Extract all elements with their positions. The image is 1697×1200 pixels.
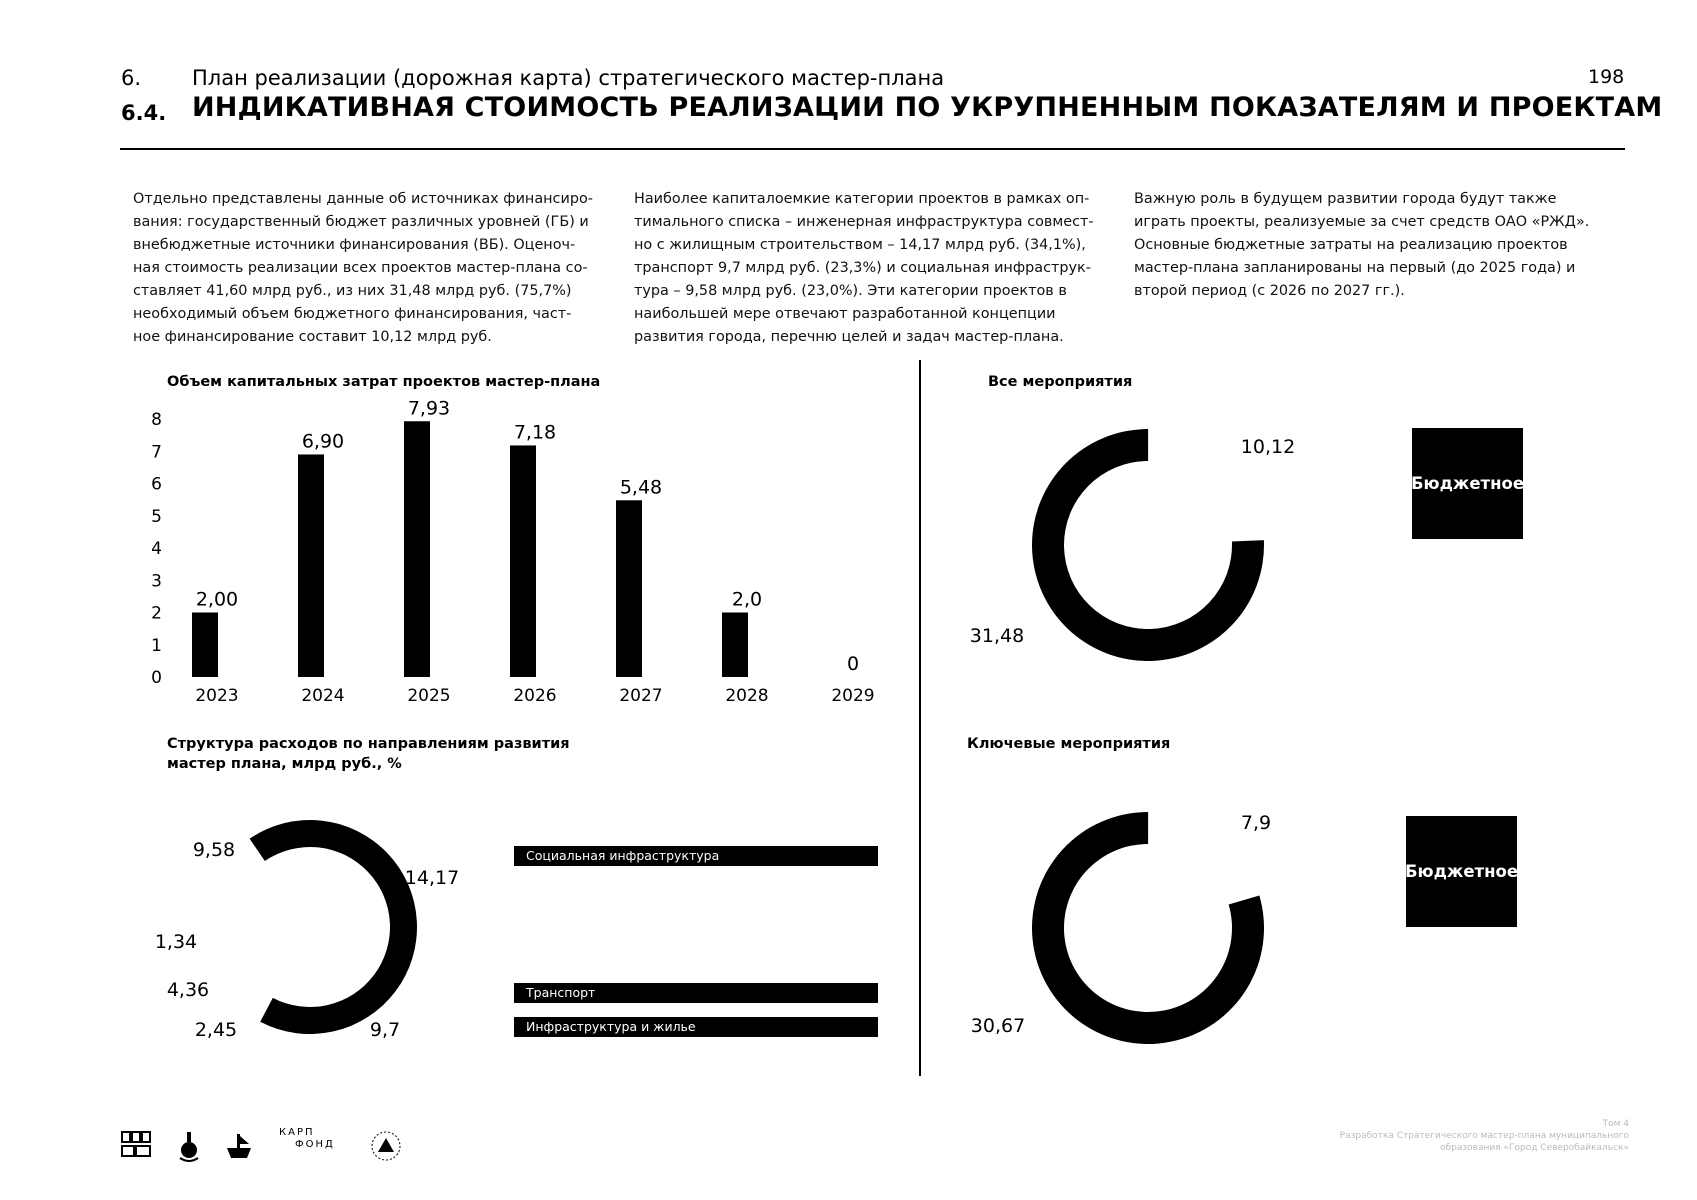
structure-chart-title: Структура расходов по направлениям развития мастер плана, млрд руб., %: [167, 736, 570, 772]
legend-infrastructure-housing: Инфраструктура и жилье: [514, 1017, 878, 1037]
donut-value-label: 14,17: [404, 867, 460, 889]
text-line: второй период (с 2026 по 2027 гг.).: [1134, 283, 1405, 299]
y-tick-label: 2: [151, 603, 162, 624]
fond-text: ФОНД: [295, 1139, 335, 1150]
section-number: 6.: [121, 66, 142, 90]
text-line: мастер-плана запланированы на первый (до 2025 года) и: [1134, 260, 1576, 276]
bar-value-label: 0: [846, 653, 860, 675]
donut-value-label: 1,34: [154, 931, 198, 953]
text-line: транспорт 9,7 млрд руб. (23,3%) и социальная инфраструк-: [634, 260, 1091, 276]
bar-value-label: 6,90: [301, 430, 345, 453]
text-line: ставляет 41,60 млрд руб., из них 31,48 млрд руб. (75,7%): [133, 283, 572, 299]
all-activities-donut: [960, 420, 1360, 710]
paragraph-col3: [1134, 188, 1634, 303]
all-activities-title: Все мероприятия: [988, 374, 1133, 390]
x-tick-label: 2023: [195, 686, 239, 706]
bar: [722, 613, 748, 678]
ship-emblem-logo: [225, 1130, 253, 1166]
legend-budget-key: Бюджетное: [1406, 816, 1517, 927]
key-activities-title: Ключевые мероприятия: [967, 736, 1171, 752]
text-line: тимального списка – инженерная инфраструктура совмест-: [634, 214, 1094, 230]
x-tick-label: 2029: [831, 686, 875, 706]
page-title: ИНДИКАТИВНАЯ СТОИМОСТЬ РЕАЛИЗАЦИИ ПО УКРУПНЕННЫМ ПОКАЗАТЕЛЯМ И ПРОЕКТАМ: [192, 92, 1663, 123]
city-crest-logo: [370, 1130, 402, 1166]
donut-segment: [1032, 812, 1264, 1044]
bar-value-label: 7,18: [513, 421, 557, 444]
bar-value-label: 7,93: [407, 397, 451, 420]
y-tick-label: 4: [151, 539, 162, 559]
text-line: тура – 9,58 млрд руб. (23,0%). Эти категории проектов в: [634, 283, 1067, 299]
text-line: Отдельно представлены данные об источниках финансиро-: [133, 191, 593, 207]
text-line: Основные бюджетные затраты на реализацию проектов: [1134, 237, 1568, 253]
x-tick-label: 2027: [619, 686, 663, 706]
donut-value-label: 10,12: [1240, 436, 1296, 458]
emblem-logo: [178, 1130, 200, 1166]
x-tick-label: 2028: [725, 686, 769, 706]
legend-budget-all: Бюджетное: [1412, 428, 1523, 539]
donut-value-label: 7,9: [1240, 812, 1272, 834]
x-tick-label: 2024: [301, 686, 345, 706]
text-line: наибольшей мере отвечают разработанной концепции: [634, 306, 1056, 322]
structure-donut: [140, 810, 480, 1070]
donut-value-label: 9,58: [192, 839, 236, 861]
donut-value-label: 31,48: [969, 625, 1025, 647]
paragraph-col2: [634, 188, 1124, 349]
page-number: 198: [1588, 66, 1625, 88]
bar: [616, 500, 642, 677]
karp-text: КАРП: [279, 1127, 315, 1138]
text-line: Наиболее капиталоемкие категории проектов в рамках оп-: [634, 191, 1090, 207]
footer-note-line: Разработка Стратегического мастер-плана муниципального: [1339, 1131, 1629, 1141]
section-title: План реализации (дорожная карта) стратегического мастер-плана: [192, 66, 945, 90]
text-line: развития города, перечню целей и задач мастер-плана.: [634, 329, 1064, 345]
subsection-number: 6.4.: [121, 101, 167, 125]
karp-fond-logo: [279, 1127, 335, 1151]
bar-chart-title: Объем капитальных затрат проектов мастер-плана: [167, 374, 601, 390]
donut-value-label: 4,36: [166, 979, 210, 1001]
bar: [510, 445, 536, 677]
text-line: необходимый объем бюджетного финансирования, част-: [133, 306, 572, 322]
key-activities-donut: [960, 800, 1360, 1070]
vertical-divider: [919, 360, 921, 1076]
donut-segment: [1032, 429, 1264, 661]
y-tick-label: 3: [151, 571, 162, 592]
x-tick-label: 2025: [407, 686, 451, 706]
bar-chart: [140, 395, 900, 715]
text-line: ная стоимость реализации всех проектов мастер-плана со-: [133, 260, 588, 276]
legend-social-infrastructure: Социальная инфраструктура: [514, 846, 878, 866]
text-line: Важную роль в будущем развитии города будут также: [1134, 191, 1557, 207]
donut-value-label: 9,7: [369, 1019, 401, 1041]
text-line: ное финансирование составит 10,12 млрд руб.: [133, 329, 492, 345]
y-tick-label: 1: [151, 635, 162, 656]
text-line: играть проекты, реализуемые за счет средств ОАО «РЖД».: [1134, 214, 1590, 230]
bar: [192, 613, 218, 678]
y-tick-label: 7: [151, 442, 162, 463]
bar-value-label: 2,0: [731, 588, 763, 611]
y-tick-label: 5: [151, 506, 162, 527]
legend-transport: Транспорт: [514, 983, 878, 1003]
y-tick-label: 0: [151, 668, 162, 688]
text-line: внебюджетные источники финансирования (ВБ). Оценоч-: [133, 237, 576, 253]
y-tick-label: 6: [151, 474, 162, 495]
text-line: но с жилищным строительством – 14,17 млрд руб. (34,1%),: [634, 237, 1086, 253]
bar-value-label: 2,00: [195, 588, 239, 611]
x-tick-label: 2026: [513, 686, 557, 706]
text-line: вания: государственный бюджет различных уровней (ГБ) и: [133, 214, 589, 230]
donut-segment: [250, 820, 417, 1034]
footer-note: [1209, 1118, 1629, 1154]
footer-note-line: образования «Город Северобайкальск»: [1440, 1143, 1629, 1153]
header-rule: [120, 148, 1625, 150]
bar: [298, 454, 324, 677]
y-tick-label: 8: [151, 410, 162, 430]
footer-note-line: Том 4: [1602, 1119, 1629, 1129]
paragraph-col1: [133, 188, 623, 349]
donut-value-label: 2,45: [194, 1019, 238, 1041]
bar: [404, 421, 430, 677]
bar-value-label: 5,48: [619, 476, 663, 499]
donut-value-label: 30,67: [970, 1015, 1026, 1037]
dom-rf-logo: [120, 1130, 152, 1164]
